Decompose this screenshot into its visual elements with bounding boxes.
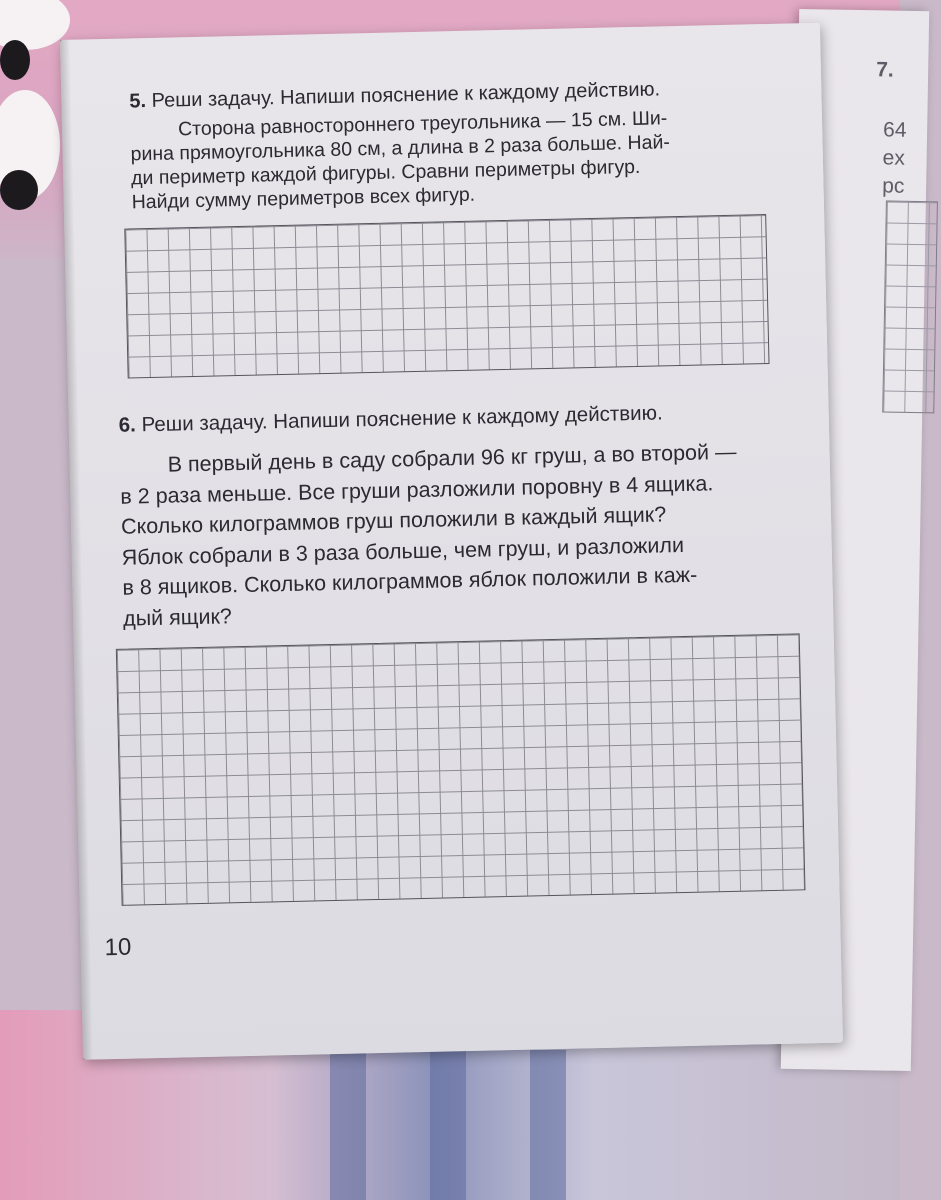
task-5-line: рина прямоугольника 80 см, а длина в 2 раза больше. Най- — [130, 131, 671, 166]
fabric-pattern — [0, 170, 38, 210]
task-6-line: В первый день в саду собрали 96 кг груш, а во второй — — [167, 439, 737, 477]
next-page-fragment: 64 — [882, 118, 907, 142]
workbook-page — [60, 23, 843, 1060]
task-6-number: 6. — [118, 413, 137, 437]
task-6-text — [119, 437, 740, 634]
task-6-line: в 8 ящиков. Сколько килограммов яблок положили в каж- — [122, 562, 698, 600]
task-5-number: 5. — [129, 90, 147, 113]
task-6-line: Яблок собрали в 3 раза больше, чем груш, и разложили — [121, 532, 685, 570]
next-page-grid — [882, 200, 938, 413]
task-6-line: Сколько килограммов груш положили в каждый ящик? — [120, 502, 667, 539]
task-5-line: Найди сумму периметров всех фигур. — [131, 183, 476, 214]
task-6-line: дый ящик? — [122, 603, 233, 631]
fabric-stripe — [530, 1050, 566, 1200]
next-task-number: 7. — [876, 58, 894, 82]
fabric-stripe — [330, 1050, 366, 1200]
task-6-instruction: Реши задачу. Напиши пояснение к каждому действию. — [141, 401, 663, 437]
task-5-line: ди периметр каждой фигуры. Сравни периметры фигур. — [130, 155, 641, 190]
next-page-fragment: ex — [882, 146, 906, 170]
fabric-pattern — [0, 40, 30, 80]
page-number: 10 — [104, 933, 132, 962]
task-6-answer-grid[interactable] — [116, 633, 806, 905]
task-6-line: в 2 раза меньше. Все груши разложили поровну в 4 ящика. — [120, 470, 714, 509]
next-page-fragment: рс — [881, 174, 905, 198]
task-6-heading — [118, 401, 662, 437]
fabric-stripe — [430, 1050, 466, 1200]
task-5-answer-grid[interactable] — [124, 214, 769, 379]
task-5-instruction: Реши задачу. Напиши пояснение к каждому действию. — [151, 78, 661, 112]
task-5-text — [130, 106, 671, 214]
task-5-line: Сторона равностороннего треугольника — 15 см. Ши- — [177, 107, 668, 141]
